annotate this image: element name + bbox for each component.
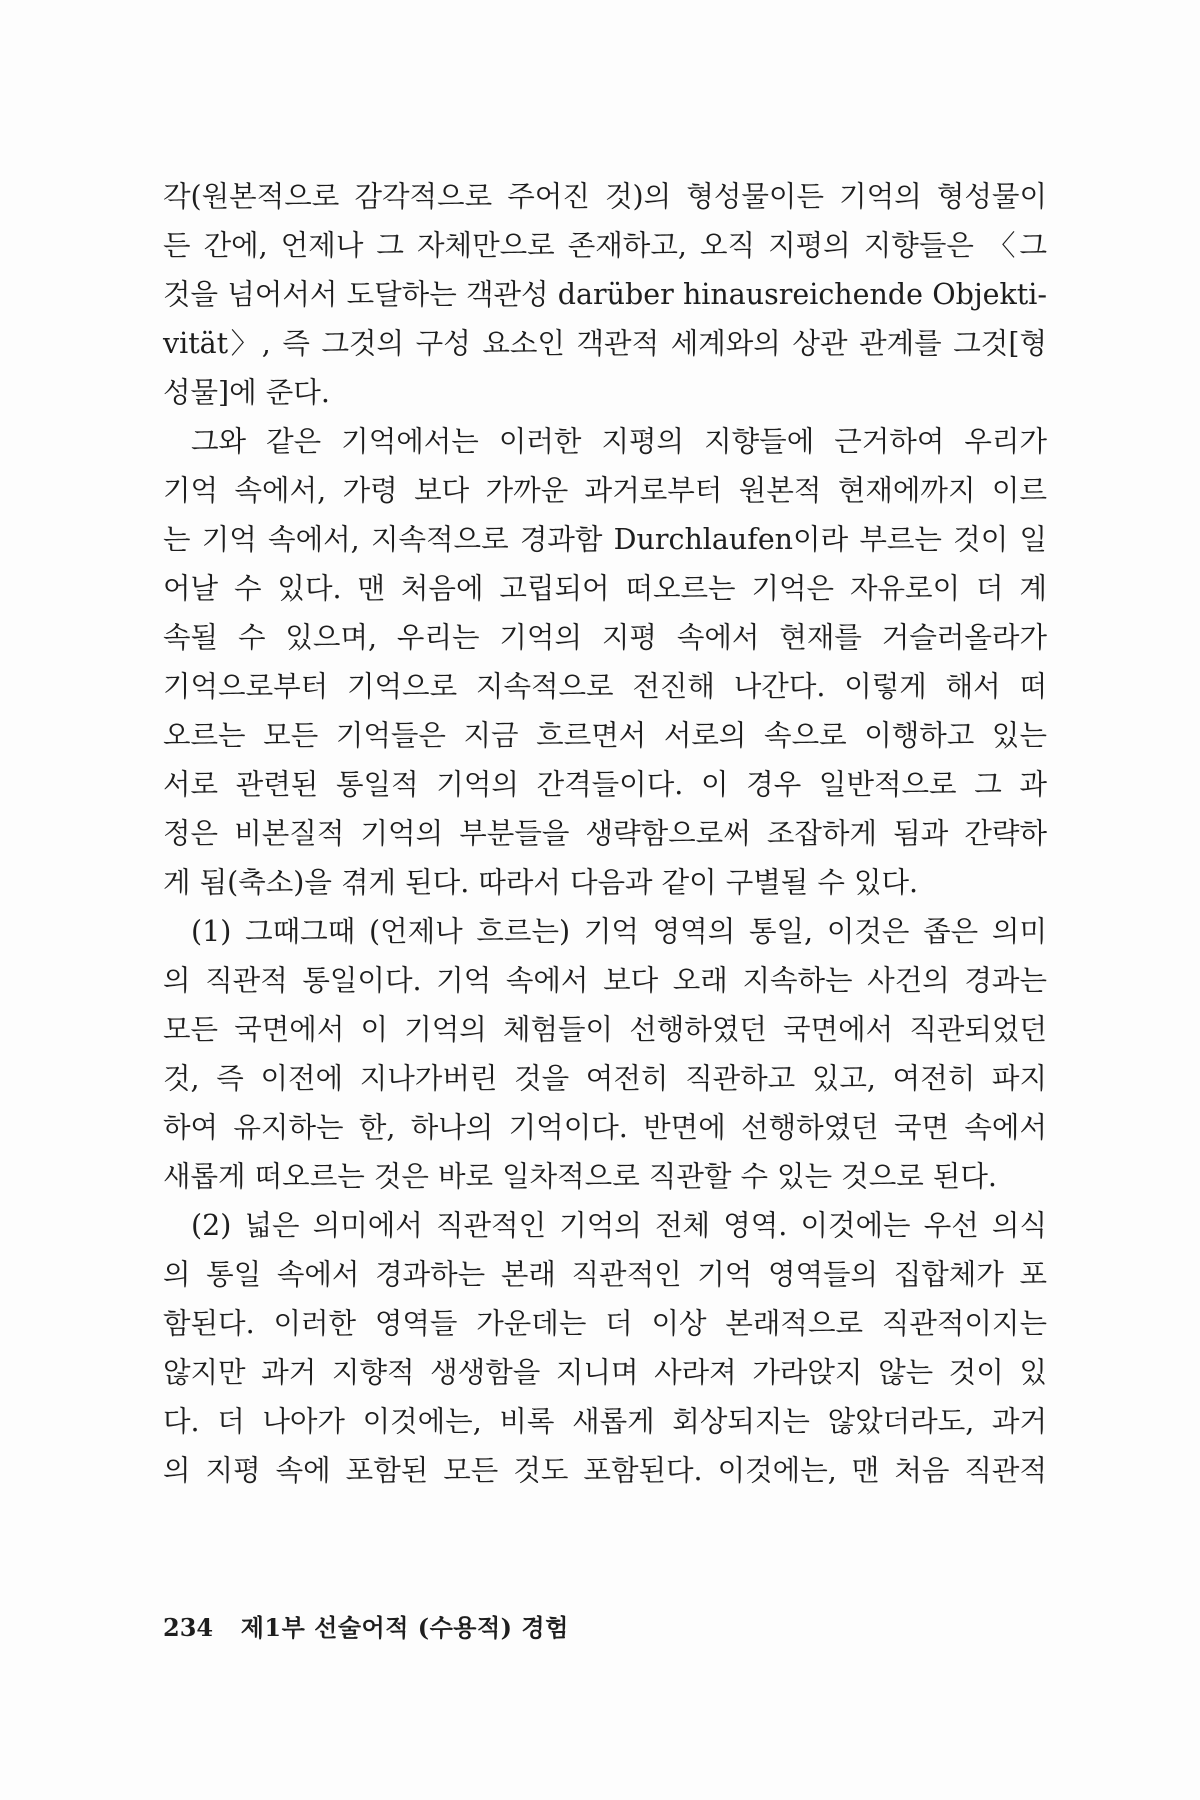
text-line: 하여 유지하는 한, 하나의 기억이다. 반면에 선행하였던 국면 속에서 <box>163 1111 1047 1144</box>
running-head: 제1부 선술어적 (수용적) 경험 <box>240 1613 569 1642</box>
text-line: 다. 더 나아가 이것에는, 비록 새롭게 회상되지는 않았더라도, 과거 <box>163 1405 1047 1438</box>
text-line: 든 간에, 언제나 그 자체만으로 존재하고, 오직 지평의 지향들은 〈그 <box>163 229 1047 262</box>
text-line: 오르는 모든 기억들은 지금 흐르면서 서로의 속으로 이행하고 있는 <box>163 719 1047 752</box>
text-line: 것을 넘어서서 도달하는 객관성 darüber hinausreichende Objekti- <box>163 278 1047 311</box>
text-line: 어날 수 있다. 맨 처음에 고립되어 떠오르는 기억은 자유로이 더 계 <box>163 572 1047 605</box>
text-line: 각(원본적으로 감각적으로 주어진 것)의 형성물이든 기억의 형성물이 <box>163 180 1047 213</box>
text-line: 의 지평 속에 포함된 모든 것도 포함된다. 이것에는, 맨 처음 직관적 <box>163 1454 1047 1487</box>
text-line: 성물]에 준다. <box>163 376 330 409</box>
text-line: 의 직관적 통일이다. 기억 속에서 보다 오래 지속하는 사건의 경과는 <box>163 964 1047 997</box>
text-line: 기억 속에서, 가령 보다 가까운 과거로부터 원본적 현재에까지 이르 <box>163 474 1047 507</box>
text-line: 그와 같은 기억에서는 이러한 지평의 지향들에 근거하여 우리가 <box>191 425 1047 458</box>
text-line: 새롭게 떠오르는 것은 바로 일차적으로 직관할 수 있는 것으로 된다. <box>163 1160 997 1193</box>
text-line: 기억으로부터 기억으로 지속적으로 전진해 나간다. 이렇게 해서 떠 <box>163 670 1047 703</box>
body-text <box>163 172 1047 1495</box>
text-line: 는 기억 속에서, 지속적으로 경과함 Durchlaufen이라 부르는 것이 일 <box>163 523 1047 556</box>
text-line: 의 통일 속에서 경과하는 본래 직관적인 기억 영역들의 집합체가 포 <box>163 1258 1047 1291</box>
text-line: 게 됨(축소)을 겪게 된다. 따라서 다음과 같이 구별될 수 있다. <box>163 866 919 899</box>
text-line: 것, 즉 이전에 지나가버린 것을 여전히 직관하고 있고, 여전히 파지 <box>163 1062 1047 1095</box>
text-line: 서로 관련된 통일적 기억의 간격들이다. 이 경우 일반적으로 그 과 <box>163 768 1047 801</box>
text-line: vität〉, 즉 그것의 구성 요소인 객관적 세계와의 상관 관계를 그것[형 <box>163 327 1047 360</box>
text-line: 않지만 과거 지향적 생생함을 지니며 사라져 가라앉지 않는 것이 있 <box>163 1356 1047 1389</box>
text-line: 정은 비본질적 기억의 부분들을 생략함으로써 조잡하게 됨과 간략하 <box>163 817 1047 850</box>
text-line: (2) 넓은 의미에서 직관적인 기억의 전체 영역. 이것에는 우선 의식 <box>191 1209 1047 1242</box>
text-line: 속될 수 있으며, 우리는 기억의 지평 속에서 현재를 거슬러올라가 <box>163 621 1047 654</box>
text-line: (1) 그때그때 (언제나 흐르는) 기억 영역의 통일, 이것은 좁은 의미 <box>191 915 1047 948</box>
page-footer <box>163 1612 569 1644</box>
page-number: 234 <box>163 1613 214 1642</box>
text-line: 모든 국면에서 이 기억의 체험들이 선행하였던 국면에서 직관되었던 <box>163 1013 1047 1046</box>
text-line: 함된다. 이러한 영역들 가운데는 더 이상 본래적으로 직관적이지는 <box>163 1307 1047 1340</box>
